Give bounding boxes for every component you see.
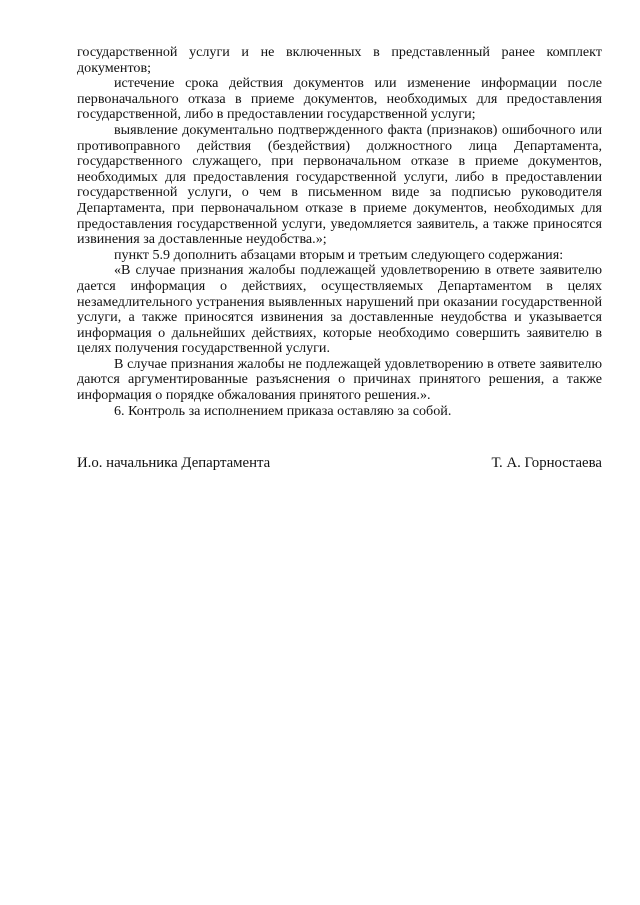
paragraph-complaint-rejected: В случае признания жалобы не подлежащей удовлетворению в ответе заявителю даются аргументированные разъяснения о причинах принятого решения, а также информация о порядке обжалования принятого решения.». [77,355,602,404]
signatory-name: Т. А. Горностаева [491,455,602,471]
paragraph-complaint-satisfied: «В случае признания жалобы подлежащей удовлетворению в ответе заявителю дается информация о действиях, осуществляемых Департаментом в целях незамедлительного устранения выявленных нарушений при оказании государственной услуги, а также приносятся извинения за доставленные неудобства и указывается информация о дальнейших действиях, которые необходимо совершить заявителю в целях получения государственной услуги. [77,262,602,357]
paragraph-clause-5-9: пункт 5.9 дополнить абзацами вторым и третьим следующего содержания: [114,246,564,263]
paragraph-error-detection: выявление документально подтвержденного факта (признаков) ошибочного или противоправного действия (бездействия) должностного лица Департамента, государственного служащего, при первоначальном отказе в приеме документов, необходимых для предоставления государственной услуги, либо в предоставлении государственной услуги, о чем в письменном виде за подписью руководителя Департамента, при первоначальном отказе в приеме документов, необходимых для предоставления государственной услуги, уведомляется заявитель, а также приносятся извинения за доставленные неудобства.»; [77,121,602,248]
paragraph-control: 6. Контроль за исполнением приказа оставляю за собой. [114,402,452,419]
signature-block [77,455,602,472]
paragraph-continuation: государственной услуги и не включенных в представленный ранее комплект документов; [77,44,602,76]
document-body [77,45,602,419]
paragraph-expiry: истечение срока действия документов или изменение информации после первоначального отказа в приеме документов, необходимых для предоставления государственной, либо в предоставлении государственной услуги; [77,75,602,123]
signatory-position: И.о. начальника Департамента [77,455,271,471]
